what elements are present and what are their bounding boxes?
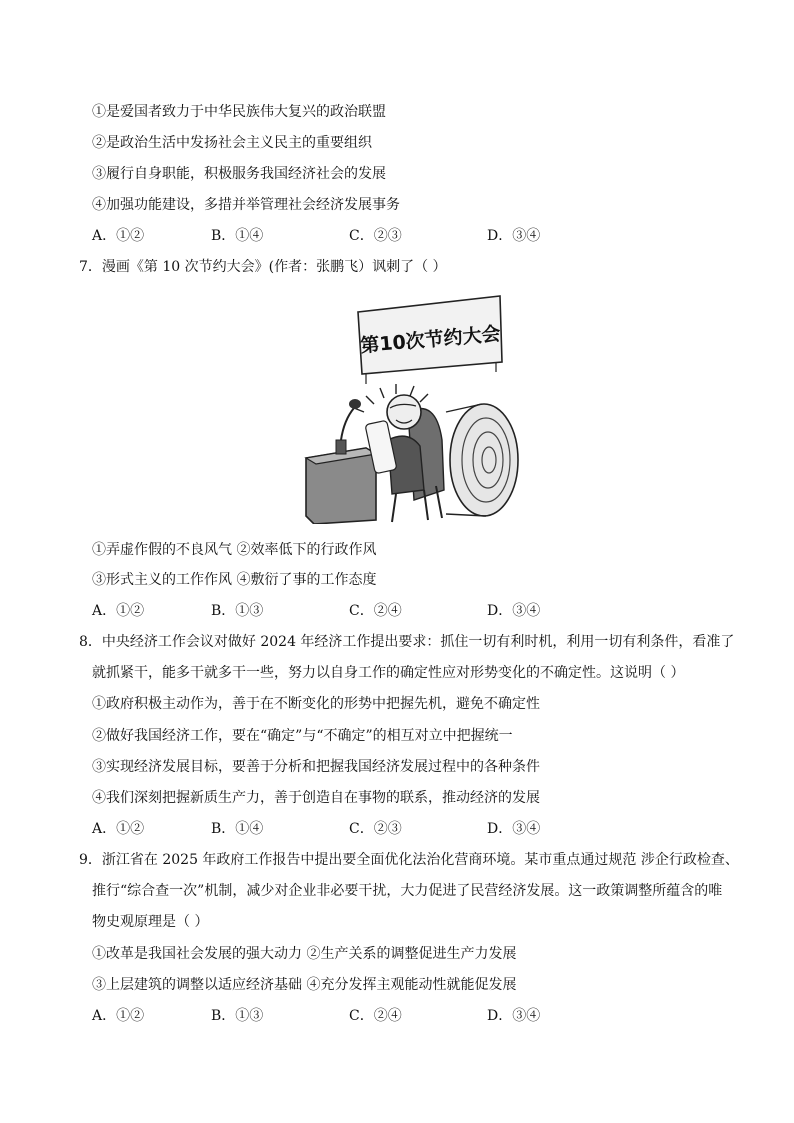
q6-option-c: C．②③: [349, 228, 402, 244]
cartoon-banner-text: 第10次节约大会: [359, 322, 502, 358]
q9-stem-line-3: 物史观原理是（ ）: [92, 914, 209, 930]
q8-option-d: D．③④: [487, 821, 541, 837]
q9-stem-line-1: 9．浙江省在 2025 年政府工作报告中提出要全面优化法治化营商环境。某市重点通过规范 涉企行政检查、: [79, 852, 739, 868]
q9-option-d: D．③④: [487, 1008, 541, 1024]
q9-stem-line-2: 推行“综合查一次”机制，减少对企业非必要干扰，大力促进了民营经济发展。这一政策调整所蕴含的唯: [92, 883, 723, 899]
q9-items-line-2: ③上层建筑的调整以适应经济基础 ④充分发挥主观能动性就能促发展: [92, 977, 517, 993]
q9-items-line-1: ①改革是我国社会发展的强大动力 ②生产关系的调整促进生产力发展: [92, 946, 517, 962]
q6-option-a: A．①②: [92, 228, 145, 244]
cartoon-banner: [358, 296, 502, 384]
q8-option-c: C．②③: [349, 821, 402, 837]
q8-item-1: ①政府积极主动作为，善于在不断变化的形势中把握先机，避免不确定性: [92, 696, 540, 712]
q7-items-line-2: ③形式主义的工作作风 ④敷衍了事的工作态度: [92, 572, 377, 588]
q7-items-line-1: ①弄虚作假的不良风气 ②效率低下的行政作风: [92, 542, 377, 558]
q6-item-4: ④加强功能建设，多措并举管理社会经济发展事务: [92, 197, 400, 213]
q6-item-2: ②是政治生活中发扬社会主义民主的重要组织: [92, 135, 372, 151]
q6-option-d: D．③④: [487, 228, 541, 244]
q6-item-1: ①是爱国者致力于中华民族伟大复兴的政治联盟: [92, 104, 386, 120]
paper-roll: [446, 404, 518, 516]
man-figure: [365, 395, 444, 522]
q7-option-c: C．②④: [349, 603, 402, 619]
q9-option-c: C．②④: [349, 1008, 402, 1024]
q9-option-b: B．①③: [211, 1008, 264, 1024]
q8-item-4: ④我们深刻把握新质生产力，善于创造自在事物的联系，推动经济的发展: [92, 790, 540, 806]
q8-stem-line-2: 就抓紧干，能多干就多干一些，努力以自身工作的确定性应对形势变化的不确定性。这说明（ ）: [92, 665, 685, 681]
q9-option-a: A．①②: [92, 1008, 145, 1024]
q7-options: [92, 601, 652, 621]
cartoon-image: [296, 290, 520, 524]
q8-options: [92, 819, 652, 839]
q7-option-b: B．①③: [211, 603, 264, 619]
q6-item-3: ③履行自身职能，积极服务我国经济社会的发展: [92, 166, 386, 182]
q8-item-2: ②做好我国经济工作，要在“确定”与“不确定”的相互对立中把握统一: [92, 728, 513, 744]
q7-option-a: A．①②: [92, 603, 145, 619]
q6-options: [92, 226, 652, 246]
q7-option-d: D．③④: [487, 603, 541, 619]
q7-stem: 7．漫画《第 10 次节约大会》(作者：张鹏飞）讽刺了（ ）: [79, 259, 447, 275]
q8-option-b: B．①④: [211, 821, 264, 837]
q9-options: [92, 1006, 652, 1026]
q8-option-a: A．①②: [92, 821, 145, 837]
q8-stem-line-1: 8．中央经济工作会议对做好 2024 年经济工作提出要求：抓住一切有利时机，利用一切有利条件，看准了: [79, 634, 735, 650]
q6-option-b: B．①④: [211, 228, 264, 244]
q8-item-3: ③实现经济发展目标，要善于分析和把握我国经济发展过程中的各种条件: [92, 759, 540, 775]
podium: [306, 399, 376, 524]
